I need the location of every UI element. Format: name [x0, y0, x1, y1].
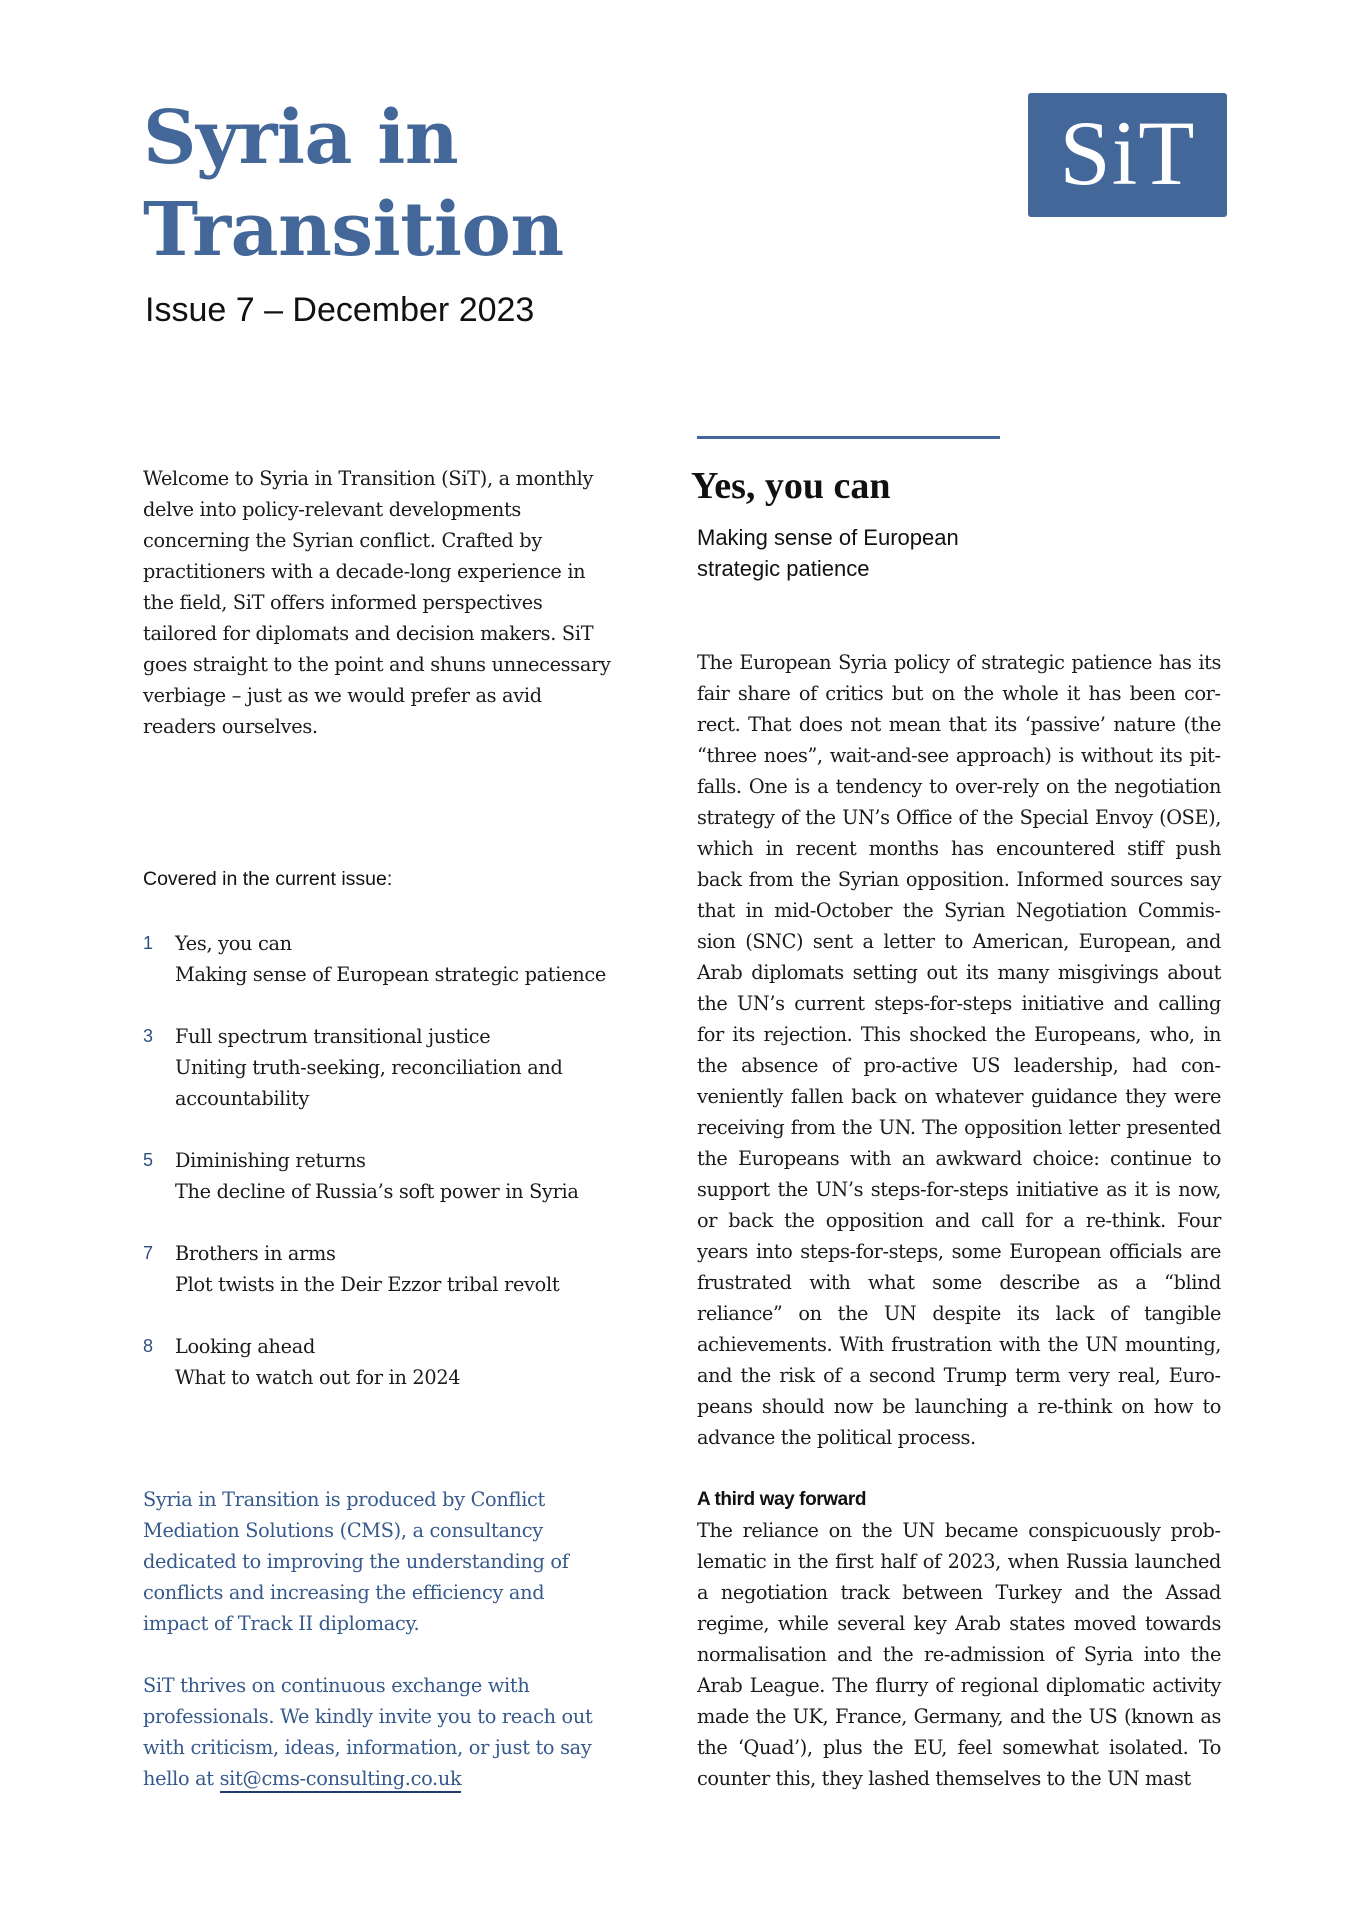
toc-item[interactable]	[143, 1021, 663, 1114]
toc-subtitle: Uniting truth-seeking, reconciliation and accountability	[175, 1056, 563, 1110]
article-subtitle: Making sense of European strategic patience	[697, 525, 959, 581]
sit-logo	[1028, 93, 1227, 217]
toc-title: Brothers in arms	[175, 1242, 336, 1265]
email-link[interactable]: sit@cms-consulting.co.uk	[220, 1767, 462, 1793]
toc-subtitle: Making sense of European strategic patience	[175, 963, 606, 986]
toc-page-number: 3	[143, 1026, 154, 1046]
toc-subtitle: The decline of Russia’s soft power in Syria	[175, 1180, 579, 1203]
producer-paragraph: Syria in Transition is produced by Conflict Mediation Solutions (CMS), a consultancy dedicated to improving the understanding of conflicts and increasing the efficiency and impact of Track II diplomacy.	[143, 1488, 569, 1635]
toc-title: Looking ahead	[175, 1335, 316, 1358]
article-title: Yes, you can	[691, 465, 891, 507]
toc-title: Yes, you can	[175, 932, 292, 955]
toc-item[interactable]	[143, 928, 663, 990]
logo-text: SiT	[1059, 102, 1196, 204]
toc-item[interactable]	[143, 1145, 663, 1207]
article-body	[697, 647, 1221, 1794]
title-line-2: Transition	[143, 187, 564, 273]
toc-page-number: 1	[143, 933, 154, 953]
article-paragraph: The European Syria policy of strategic patience has its fair share of critics but on the whole it has been correct. That does not mean that its ‘passive’ nature (the “three noes”, wait-and-see approach) is without its pitfalls. One is a tendency to over-rely on the negotiation strategy of the UN’s Office of the Special Envoy (OSE), which in recent months has encountered stiff push back from the Syrian opposition. Informed sources say that in mid-October the Syrian Negotiation Commission (SNC) sent a letter to American, European, and Arab diplomats setting out its many misgivings about the UN’s current steps-for-steps initiative and calling for its rejection. This shocked the Europeans, who, in the absence of pro-active US leadership, had conveniently fallen back on whatever guidance they were receiving from the UN. The opposition letter presented the Europeans with an awkward choice: continue to support the UN’s steps-for-steps initiative as it is now, or back the opposition and call for a re-think. Four years into steps-for-steps, some European officials are frustrated with what some describe as a “blind reliance” on the UN despite its lack of tangible achievements. With frustration with the UN mounting, and the risk of a second Trump term very real, Europeans should now be launching a re-think on how to advance the political process.	[697, 651, 1221, 1449]
toc-subtitle: What to watch out for in 2024	[175, 1366, 461, 1389]
about-section	[143, 1484, 613, 1794]
toc-title: Diminishing returns	[175, 1149, 366, 1172]
toc-page-number: 8	[143, 1336, 154, 1356]
issue-date: Issue 7 – December 2023	[145, 291, 535, 329]
contact-paragraph	[143, 1670, 613, 1794]
publication-title	[143, 92, 564, 276]
toc-title: Full spectrum transitional justice	[175, 1025, 491, 1048]
toc-subtitle: Plot twists in the Deir Ezzor tribal revolt	[175, 1273, 560, 1296]
toc-page-number: 7	[143, 1243, 154, 1263]
contact-text: SiT thrives on continuous exchange with professionals. We kindly invite you to reach out with criticism, ideas, information, or just to say hello at	[143, 1674, 593, 1790]
section-heading: A third way forward	[697, 1489, 867, 1510]
intro-paragraph: Welcome to Syria in Transition (SiT), a monthly delve into policy-relevant developments concerning the Syrian conflict. Crafted by practitioners with a decade-long experience in the field, SiT offers informed perspectives tailored for diplomats and decision makers. SiT goes straight to the point and shuns unnecessary verbiage – just as we would prefer as avid readers ourselves.	[143, 467, 611, 738]
article-paragraph: The reliance on the UN became conspicuously problematic in the first half of 2023, when Russia launched a negotiation track between Turkey and the Assad regime, while several key Arab states moved towards normalisation and the re-admission of Syria into the Arab League. The flurry of regional diplomatic activity made the UK, France, Germany, and the US (known as the ‘Quad’), plus the EU, feel somewhat isolated. To counter this, they lashed themselves to the UN mast	[697, 1519, 1221, 1790]
toc-heading: Covered in the current issue:	[143, 868, 393, 890]
toc-page-number: 5	[143, 1150, 154, 1170]
toc-item[interactable]	[143, 1331, 663, 1393]
table-of-contents	[143, 928, 663, 1424]
article-divider	[697, 436, 1000, 439]
title-line-1: Syria in	[143, 95, 459, 181]
toc-item[interactable]	[143, 1238, 663, 1300]
